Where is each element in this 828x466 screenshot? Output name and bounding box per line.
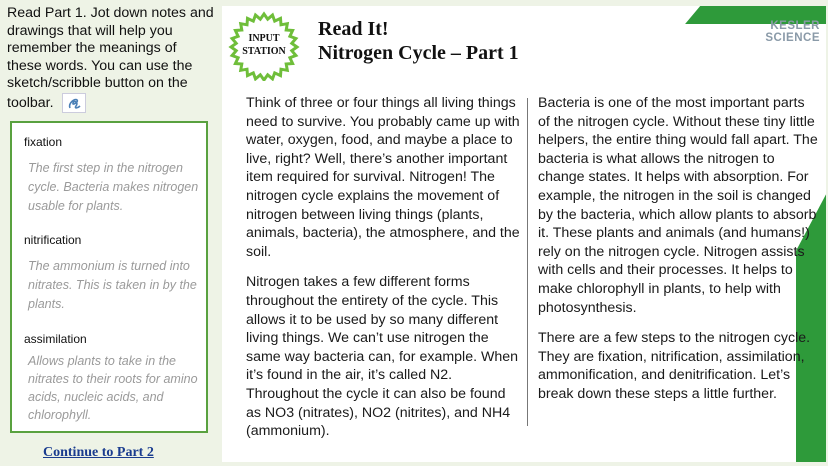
- brand-line-2: SCIENCE: [765, 32, 820, 44]
- paragraph: Nitrogen takes a few different forms throughout the entirety of the cycle. This allows it to be used by so many different living things. We can’t use nitrogen the same way bacteria can, for example. When it’s found in the air, it’s called N2. Throughout the cycle it can also be found as NO3 (nitrates), NO2 (nitrites), and NH4 (ammonium).: [246, 274, 519, 440]
- note-term-nitrification: nitrification: [24, 233, 82, 247]
- left-text-column: [246, 94, 524, 453]
- brand-line-1: KESLER: [770, 20, 820, 32]
- paragraph: Bacteria is one of the most important parts of the nitrogen cycle. Without these tiny little helpers, the entire thing would fall apart. The bacteria is what allows the nitrogen to change states. It helps with absorption. For example, the nitrogen in the soil is changed by the bacteria, which allow plants to absorb it. These plants and animals (and humans!) rely on the nitrogen cycle. Nitrogen assists with cells and their processes. It helps to make chlorophyll in plants, to help with photosynthesis.: [538, 95, 818, 316]
- page-title-line-1: Read It!: [318, 18, 389, 40]
- note-definition-nitrification[interactable]: The ammonium is turned into nitrates. This is taken in by the plants.: [28, 259, 197, 311]
- continue-to-part-2-link[interactable]: Continue to Part 2: [43, 445, 154, 460]
- note-definition-fixation[interactable]: The first step in the nitrogen cycle. Bacteria makes nitrogen usable for plants.: [28, 161, 199, 213]
- input-station-badge: [228, 9, 300, 81]
- sketch-scribble-button[interactable]: [62, 93, 86, 113]
- starburst-icon: [228, 9, 300, 81]
- column-divider: [527, 98, 528, 426]
- paragraph: There are a few steps to the nitrogen cycle. They are fixation, nitrification, assimilation, ammonification, and denitrification. Let’s break down these steps a little further.: [538, 330, 811, 402]
- scribble-icon: [63, 94, 85, 112]
- note-definition-assimilation[interactable]: Allows plants to take in the nitrates to their roots for amino acids, nucleic acids, and chlorophyll.: [28, 354, 198, 422]
- reading-card: [222, 6, 826, 462]
- left-panel: [0, 0, 218, 466]
- right-text-column: [538, 94, 818, 416]
- note-term-assimilation: assimilation: [24, 332, 87, 346]
- badge-line-2: STATION: [242, 46, 286, 57]
- notes-box[interactable]: [10, 121, 208, 433]
- page-title-line-2: Nitrogen Cycle – Part 1: [318, 42, 519, 64]
- instructions: [7, 5, 215, 113]
- badge-line-1: INPUT: [248, 33, 280, 44]
- paragraph: Think of three or four things all living things need to survive. You probably came up with water, oxygen, food, and maybe a place to live, right? Well, there’s another important item required for survival. Nitrogen! The nitrogen cycle explains the movement of nitrogen between living things (plants, animals, bacteria), the atmosphere, and the soil.: [246, 95, 520, 260]
- instructions-text: Read Part 1. Jot down notes and drawings that will help you remember the meanings of these words. You can use the sketch/scribble button on the toolbar.: [7, 5, 214, 111]
- kesler-science-logo: [765, 20, 820, 44]
- note-term-fixation: fixation: [24, 135, 63, 149]
